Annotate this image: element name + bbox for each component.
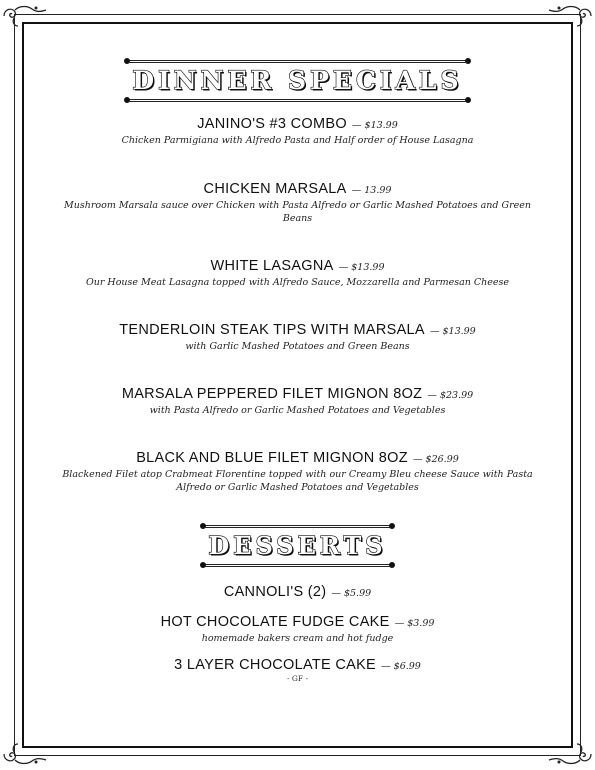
menu-item bbox=[60, 319, 535, 353]
item-description: Chicken Parmigiana with Alfredo Pasta and Half order of House Lasagna bbox=[121, 135, 474, 146]
item-name: MARSALA PEPPERED FILET MIGNON 8OZ bbox=[121, 386, 423, 402]
item-price: — 13.99 bbox=[351, 185, 392, 196]
item-price: — $26.99 bbox=[413, 454, 459, 465]
desserts-title: DESSERTS bbox=[208, 531, 387, 560]
menu-item bbox=[60, 113, 535, 147]
menu-item bbox=[60, 581, 535, 600]
item-price: — $23.99 bbox=[427, 390, 474, 401]
item-name: TENDERLOIN STEAK TIPS WITH MARSALA bbox=[119, 322, 425, 338]
item-name: JANINO'S #3 COMBO bbox=[197, 116, 347, 132]
item-name: CANNOLI'S (2) bbox=[223, 584, 327, 600]
item-description: homemade bakers cream and hot fudge bbox=[201, 633, 394, 644]
item-description: Blackened Filet atop Crabmeat Florentine topped with our Creamy Bleu cheese Sauce with Pasta Alfredo or Garlic Mashed Potatoes and Vegetables bbox=[62, 469, 533, 493]
menu-item bbox=[60, 611, 535, 645]
item-name: CHICKEN MARSALA bbox=[203, 181, 347, 197]
desserts-heading-block bbox=[0, 517, 595, 572]
item-name: BLACK AND BLUE FILET MIGNON 8OZ bbox=[136, 450, 408, 466]
menu-item bbox=[60, 255, 535, 289]
item-price: — $13.99 bbox=[352, 120, 398, 131]
item-price: — $3.99 bbox=[394, 618, 435, 629]
item-description: Our House Meat Lasagna topped with Alfredo Sauce, Mozzarella and Parmesan Cheese bbox=[85, 277, 510, 288]
menu-item bbox=[60, 447, 535, 494]
item-price: — $13.99 bbox=[429, 326, 476, 337]
menu-item bbox=[60, 178, 535, 225]
section-heading bbox=[198, 517, 396, 572]
dinner-specials-title: DINNER SPECIALS bbox=[132, 66, 463, 95]
heading-rule-bottom bbox=[200, 562, 394, 568]
corner-flourish-icon bbox=[2, 4, 48, 28]
heading-rule-bottom bbox=[124, 97, 470, 103]
item-price: — $13.99 bbox=[338, 262, 385, 273]
corner-flourish-icon bbox=[547, 742, 593, 766]
section-heading bbox=[122, 52, 472, 107]
corner-flourish-icon bbox=[2, 742, 48, 766]
corner-flourish-icon bbox=[547, 4, 593, 28]
item-name: HOT CHOCOLATE FUDGE CAKE bbox=[160, 614, 390, 630]
gluten-free-note: - GF - bbox=[286, 674, 309, 683]
heading-rule-top bbox=[124, 58, 470, 64]
heading-rule-top bbox=[200, 523, 394, 529]
item-price: — $6.99 bbox=[381, 661, 421, 672]
item-price: — $5.99 bbox=[331, 588, 372, 599]
item-description: with Pasta Alfredo or Garlic Mashed Potatoes and Vegetables bbox=[149, 405, 446, 416]
item-description: with Garlic Mashed Potatoes and Green Beans bbox=[185, 341, 410, 352]
menu-item bbox=[60, 654, 535, 683]
item-name: 3 LAYER CHOCOLATE CAKE bbox=[174, 657, 377, 673]
item-name: WHITE LASAGNA bbox=[210, 258, 334, 274]
menu-item bbox=[60, 383, 535, 417]
dinner-heading-block bbox=[0, 52, 595, 107]
item-description: Mushroom Marsala sauce over Chicken with Pasta Alfredo or Garlic Mashed Potatoes and Green Beans bbox=[64, 200, 531, 224]
